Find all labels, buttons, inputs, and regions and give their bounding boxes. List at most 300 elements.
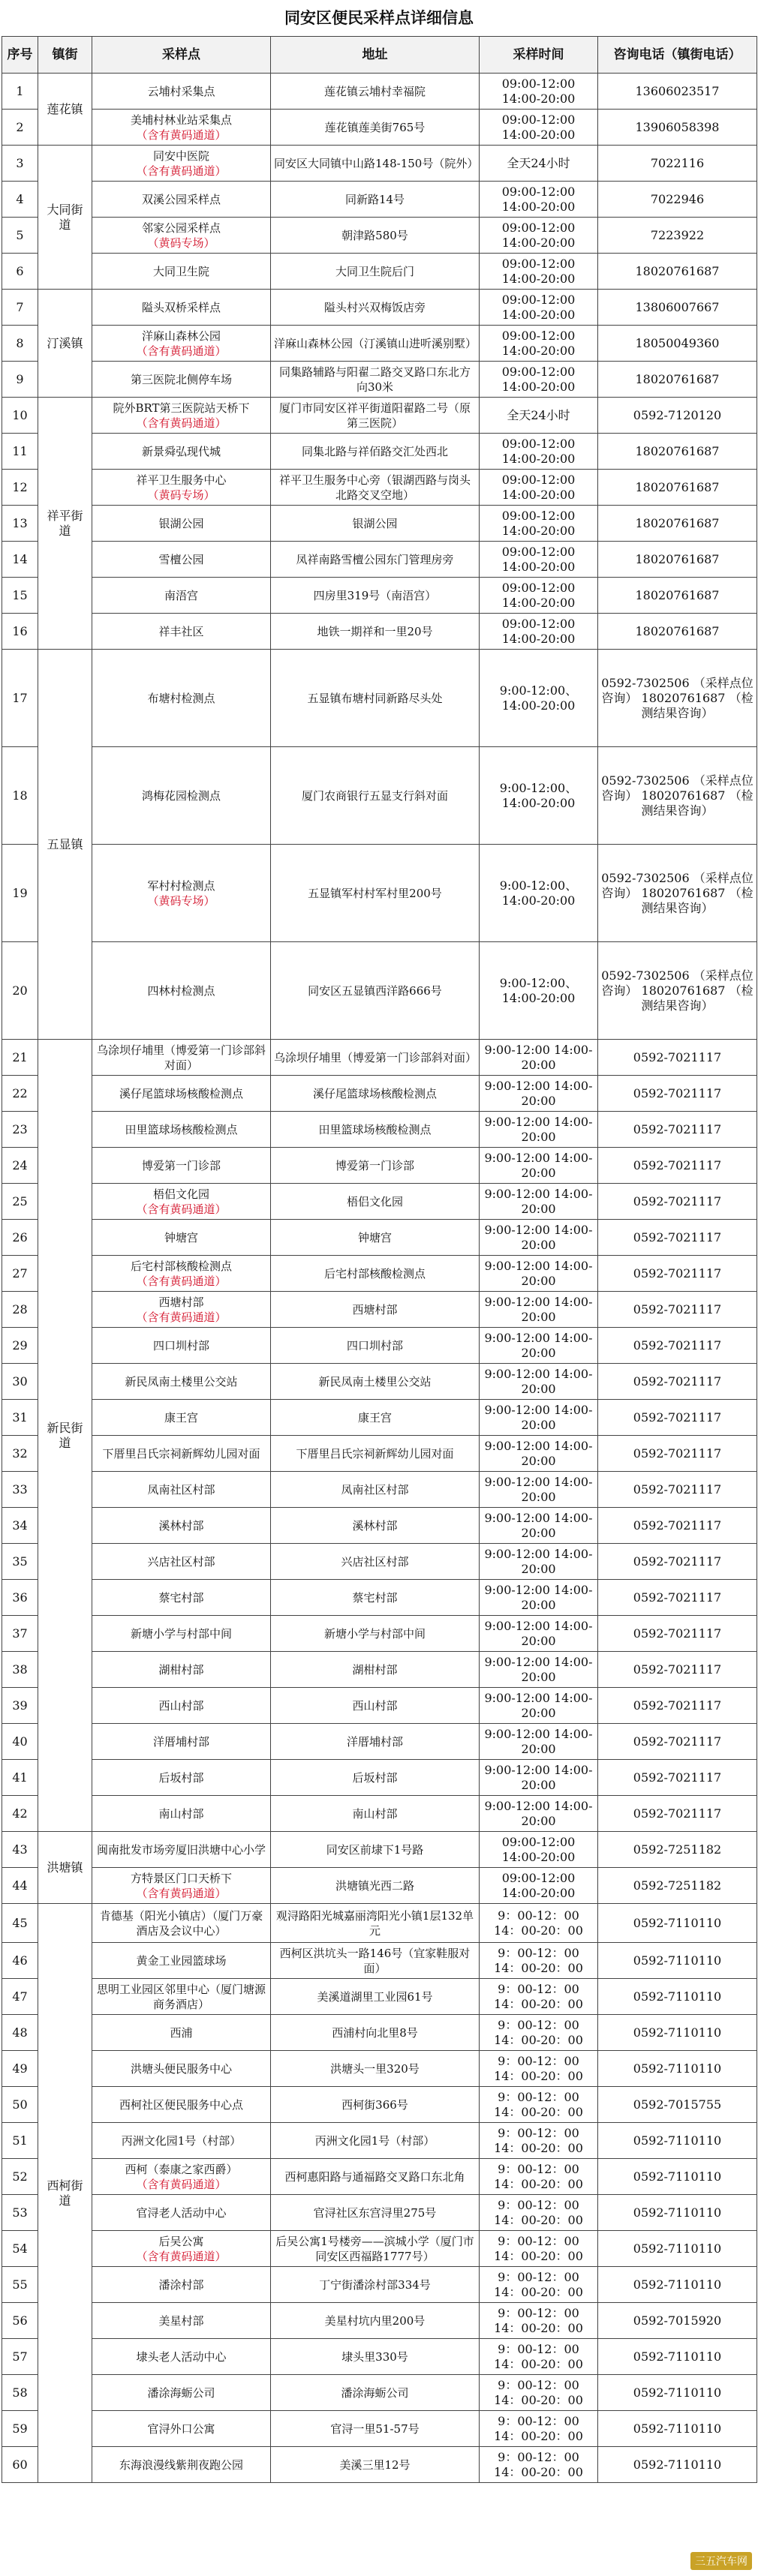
phone-cell: 0592-7021117 <box>598 1652 757 1688</box>
row-index: 48 <box>2 2015 38 2051</box>
time-cell: 9:00-12:00 14:00-20:00 <box>480 1544 598 1580</box>
phone-cell: 18020761687 <box>598 470 757 506</box>
site-name: 雪檀公园 <box>158 552 204 566</box>
time-cell: 09:00-12:00 14:00-20:00 <box>480 542 598 578</box>
site-cell <box>92 1832 271 1868</box>
phone-cell: 18050049360 <box>598 326 757 362</box>
address-cell: 后吴公寓1号楼旁——滨城小学（厦门市同安区西福路1777号） <box>271 2231 480 2267</box>
phone-cell: 0592-7021117 <box>598 1724 757 1760</box>
phone-cell: 0592-7302506 （采样点位咨询） 18020761687 （检测结果咨询） <box>598 747 757 845</box>
site-cell <box>92 1400 271 1436</box>
address-cell: 蔡宅村部 <box>271 1580 480 1616</box>
row-index: 41 <box>2 1760 38 1796</box>
site-cell <box>92 362 271 398</box>
table-row <box>2 1724 757 1760</box>
phone-cell: 0592-7021117 <box>598 1292 757 1328</box>
site-cell <box>92 650 271 747</box>
phone-cell: 0592-7251182 <box>598 1832 757 1868</box>
site-cell <box>92 1724 271 1760</box>
phone-cell: 0592-7251182 <box>598 1868 757 1904</box>
row-index: 39 <box>2 1688 38 1724</box>
row-index: 60 <box>2 2447 38 2483</box>
row-index: 23 <box>2 1112 38 1148</box>
table-row <box>2 1508 757 1544</box>
site-name: 双溪公园采样点 <box>141 192 221 206</box>
address-cell: 洪塘头一里320号 <box>271 2051 480 2087</box>
table-row <box>2 434 757 470</box>
site-name: 乌涂坝仔埔里（博爱第一门诊部斜对面） <box>96 1043 266 1072</box>
site-cell <box>92 1364 271 1400</box>
phone-cell: 0592-7021117 <box>598 1364 757 1400</box>
time-cell: 9:00-12:00、14:00-20:00 <box>480 747 598 845</box>
table-row <box>2 1256 757 1292</box>
site-cell <box>92 1580 271 1616</box>
address-cell: 同集路辅路与阳翟二路交叉路口东北方向30米 <box>271 362 480 398</box>
site-name: 蔡宅村部 <box>158 1590 204 1605</box>
phone-cell: 0592-7110110 <box>598 2231 757 2267</box>
address-cell: 厦门农商银行五显支行斜对面 <box>271 747 480 845</box>
table-row <box>2 2339 757 2375</box>
row-index: 30 <box>2 1364 38 1400</box>
site-note: （含有黄码通道） <box>136 1886 227 1900</box>
site-name: 西塘村部 <box>158 1295 204 1309</box>
row-index: 53 <box>2 2195 38 2231</box>
site-name: 潘涂村部 <box>158 2277 204 2292</box>
time-cell: 09:00-12:00 14:00-20:00 <box>480 614 598 650</box>
time-cell: 9:00-12:00 14:00-20:00 <box>480 1724 598 1760</box>
time-cell: 9:00-12:00 14:00-20:00 <box>480 1760 598 1796</box>
row-index: 27 <box>2 1256 38 1292</box>
town-cell: 祥平街道 <box>38 398 92 650</box>
phone-cell: 18020761687 <box>598 506 757 542</box>
site-name: 南浯宫 <box>164 588 198 602</box>
site-name: 黄金工业园篮球场 <box>136 1953 227 1968</box>
site-name: 湖柑村部 <box>158 1662 204 1677</box>
site-name: 东海浪漫线紫荆夜跑公园 <box>119 2457 243 2472</box>
row-index: 17 <box>2 650 38 747</box>
site-cell <box>92 110 271 146</box>
address-cell: 后宅村部核酸检测点 <box>271 1256 480 1292</box>
address-cell: 丁宁街潘涂村部334号 <box>271 2267 480 2303</box>
address-cell: 五显镇布塘村同新路尽头处 <box>271 650 480 747</box>
site-cell <box>92 1148 271 1184</box>
row-index: 10 <box>2 398 38 434</box>
col-header-time: 采样时间 <box>480 37 598 74</box>
site-cell <box>92 1292 271 1328</box>
phone-cell: 0592-7021117 <box>598 1688 757 1724</box>
site-name: 肯德基（阳光小镇店）（厦门万豪酒店及会议中心） <box>99 1908 263 1938</box>
phone-cell: 13906058398 <box>598 110 757 146</box>
row-index: 36 <box>2 1580 38 1616</box>
site-cell <box>92 182 271 218</box>
time-cell: 9:00-12:00 14:00-20:00 <box>480 1796 598 1832</box>
table-row <box>2 362 757 398</box>
site-note: （含有黄码通道） <box>136 2249 227 2263</box>
row-index: 54 <box>2 2231 38 2267</box>
address-cell: 官浔社区东宫浔里275号 <box>271 2195 480 2231</box>
row-index: 8 <box>2 326 38 362</box>
table-row <box>2 1040 757 1076</box>
table-row <box>2 2051 757 2087</box>
time-cell: 9：00-12：00 14：00-20：00 <box>480 2267 598 2303</box>
site-cell <box>92 2447 271 2483</box>
town-cell: 莲花镇 <box>38 74 92 146</box>
time-cell: 9:00-12:00、14:00-20:00 <box>480 650 598 747</box>
table-row <box>2 2231 757 2267</box>
time-cell: 09:00-12:00 14:00-20:00 <box>480 470 598 506</box>
site-cell <box>92 542 271 578</box>
row-index: 14 <box>2 542 38 578</box>
site-name: 四口圳村部 <box>152 1338 209 1353</box>
site-name: 后坂村部 <box>158 1770 204 1785</box>
row-index: 29 <box>2 1328 38 1364</box>
row-index: 5 <box>2 218 38 254</box>
site-note: （含有黄码通道） <box>136 416 227 430</box>
table-row <box>2 1904 757 1943</box>
table-row <box>2 506 757 542</box>
site-cell <box>92 146 271 182</box>
table-row <box>2 614 757 650</box>
table-row <box>2 2195 757 2231</box>
site-cell <box>92 290 271 326</box>
site-cell <box>92 470 271 506</box>
time-cell: 9:00-12:00 14:00-20:00 <box>480 1184 598 1220</box>
phone-cell: 7223922 <box>598 218 757 254</box>
town-cell: 五显镇 <box>38 650 92 1040</box>
time-cell: 9:00-12:00 14:00-20:00 <box>480 1400 598 1436</box>
time-cell: 09:00-12:00 14:00-20:00 <box>480 218 598 254</box>
site-name: 新景舜弘现代城 <box>141 444 221 458</box>
address-cell: 同安区五显镇西洋路666号 <box>271 942 480 1040</box>
site-note: （黄码专场） <box>147 893 215 908</box>
address-cell: 西山村部 <box>271 1688 480 1724</box>
row-index: 24 <box>2 1148 38 1184</box>
row-index: 55 <box>2 2267 38 2303</box>
address-cell: 湖柑村部 <box>271 1652 480 1688</box>
site-name: 邻家公园采样点 <box>141 221 221 235</box>
address-cell: 西塘村部 <box>271 1292 480 1328</box>
table-row <box>2 2375 757 2411</box>
table-row <box>2 2123 757 2159</box>
row-index: 49 <box>2 2051 38 2087</box>
time-cell: 9:00-12:00 14:00-20:00 <box>480 1580 598 1616</box>
table-row <box>2 1796 757 1832</box>
site-name: 后宅村部核酸检测点 <box>130 1259 232 1273</box>
time-cell: 9:00-12:00 14:00-20:00 <box>480 1040 598 1076</box>
site-name: 美埔村林业站采集点 <box>130 113 232 127</box>
address-cell: 后坂村部 <box>271 1760 480 1796</box>
time-cell: 9：00-12：00 14：00-20：00 <box>480 1979 598 2015</box>
table-body <box>2 74 757 2483</box>
row-index: 44 <box>2 1868 38 1904</box>
table-header-row <box>2 37 757 74</box>
table-row <box>2 110 757 146</box>
row-index: 7 <box>2 290 38 326</box>
site-name: 新塘小学与村部中间 <box>130 1626 232 1641</box>
row-index: 57 <box>2 2339 38 2375</box>
time-cell: 09:00-12:00 14:00-20:00 <box>480 110 598 146</box>
time-cell: 9:00-12:00、14:00-20:00 <box>480 845 598 942</box>
site-cell <box>92 1544 271 1580</box>
town-cell: 洪塘镇 <box>38 1832 92 1904</box>
row-index: 50 <box>2 2087 38 2123</box>
table-row <box>2 182 757 218</box>
phone-cell: 18020761687 <box>598 578 757 614</box>
site-note: （含有黄码通道） <box>136 128 227 142</box>
site-cell <box>92 845 271 942</box>
table-row <box>2 1148 757 1184</box>
table-row <box>2 1544 757 1580</box>
table-row <box>2 578 757 614</box>
table-row <box>2 747 757 845</box>
row-index: 37 <box>2 1616 38 1652</box>
phone-cell: 0592-7021117 <box>598 1760 757 1796</box>
table-row <box>2 2159 757 2195</box>
table-row <box>2 1112 757 1148</box>
col-header-address: 地址 <box>271 37 480 74</box>
time-cell: 9:00-12:00 14:00-20:00 <box>480 1148 598 1184</box>
site-note: （含有黄码通道） <box>136 344 227 358</box>
address-cell: 潘涂海蛎公司 <box>271 2375 480 2411</box>
town-cell: 西柯街道 <box>38 1904 92 2483</box>
phone-cell: 0592-7021117 <box>598 1508 757 1544</box>
site-cell <box>92 1979 271 2015</box>
row-index: 40 <box>2 1724 38 1760</box>
row-index: 16 <box>2 614 38 650</box>
site-name: 第三医院北侧停车场 <box>130 372 232 386</box>
table-row <box>2 326 757 362</box>
table-row <box>2 2015 757 2051</box>
site-cell <box>92 2051 271 2087</box>
site-name: 梧侣文化园 <box>152 1187 209 1201</box>
time-cell: 9：00-12：00 14：00-20：00 <box>480 2015 598 2051</box>
table-row <box>2 254 757 290</box>
row-index: 51 <box>2 2123 38 2159</box>
site-name: 埭头老人活动中心 <box>136 2349 227 2364</box>
site-name: 祥平卫生服务中心 <box>136 473 227 487</box>
table-row <box>2 845 757 942</box>
row-index: 19 <box>2 845 38 942</box>
phone-cell: 0592-7021117 <box>598 1076 757 1112</box>
address-cell: 同新路14号 <box>271 182 480 218</box>
row-index: 43 <box>2 1832 38 1868</box>
col-header-town: 镇街 <box>38 37 92 74</box>
phone-cell: 0592-7021117 <box>598 1256 757 1292</box>
address-cell: 洋厝埔村部 <box>271 1724 480 1760</box>
site-name: 西山村部 <box>158 1698 204 1713</box>
phone-cell: 7022946 <box>598 182 757 218</box>
time-cell: 9：00-12：00 14：00-20：00 <box>480 2195 598 2231</box>
phone-cell: 0592-7302506 （采样点位咨询） 18020761687 （检测结果咨询） <box>598 650 757 747</box>
row-index: 58 <box>2 2375 38 2411</box>
row-index: 12 <box>2 470 38 506</box>
phone-cell: 0592-7021117 <box>598 1040 757 1076</box>
time-cell: 9：00-12：00 14：00-20：00 <box>480 2411 598 2447</box>
phone-cell: 18020761687 <box>598 434 757 470</box>
address-cell: 乌涂坝仔埔里（博爱第一门诊部斜对面） <box>271 1040 480 1076</box>
time-cell: 9:00-12:00 14:00-20:00 <box>480 1472 598 1508</box>
row-index: 52 <box>2 2159 38 2195</box>
site-cell <box>92 1616 271 1652</box>
phone-cell: 0592-7110110 <box>598 2375 757 2411</box>
table-row <box>2 942 757 1040</box>
site-name: 同安中医院 <box>152 149 209 163</box>
address-cell: 洪塘镇光西二路 <box>271 1868 480 1904</box>
address-cell: 新塘小学与村部中间 <box>271 1616 480 1652</box>
address-cell: 地铁一期祥和一里20号 <box>271 614 480 650</box>
phone-cell: 0592-7021117 <box>598 1328 757 1364</box>
address-cell: 康王宫 <box>271 1400 480 1436</box>
time-cell: 9:00-12:00 14:00-20:00 <box>480 1364 598 1400</box>
phone-cell: 0592-7110110 <box>598 2159 757 2195</box>
table-row <box>2 74 757 110</box>
address-cell: 田里篮球场核酸检测点 <box>271 1112 480 1148</box>
site-note: （黄码专场） <box>147 236 215 250</box>
site-name: 溪林村部 <box>158 1518 204 1533</box>
time-cell: 9：00-12：00 14：00-20：00 <box>480 2447 598 2483</box>
phone-cell: 0592-7110110 <box>598 2411 757 2447</box>
time-cell: 09:00-12:00 14:00-20:00 <box>480 182 598 218</box>
site-cell <box>92 2411 271 2447</box>
table-row <box>2 542 757 578</box>
time-cell: 9:00-12:00 14:00-20:00 <box>480 1328 598 1364</box>
site-name: 田里篮球场核酸检测点 <box>125 1122 238 1136</box>
address-cell: 凤祥南路雪檀公园东门管理房旁 <box>271 542 480 578</box>
row-index: 31 <box>2 1400 38 1436</box>
address-cell: 大同卫生院后门 <box>271 254 480 290</box>
site-cell <box>92 2123 271 2159</box>
time-cell: 9：00-12：00 14：00-20：00 <box>480 2375 598 2411</box>
table-row <box>2 398 757 434</box>
site-name: 大同卫生院 <box>152 264 209 278</box>
phone-cell: 18020761687 <box>598 614 757 650</box>
site-name: 四林村检测点 <box>147 983 215 998</box>
address-cell: 银湖公园 <box>271 506 480 542</box>
table-row <box>2 1760 757 1796</box>
site-cell <box>92 2303 271 2339</box>
table-row <box>2 1292 757 1328</box>
time-cell: 9:00-12:00 14:00-20:00 <box>480 1292 598 1328</box>
address-cell: 五显镇军村村军村里200号 <box>271 845 480 942</box>
time-cell: 全天24小时 <box>480 146 598 182</box>
site-cell <box>92 1760 271 1796</box>
time-cell: 9：00-12：00 14：00-20：00 <box>480 2339 598 2375</box>
row-index: 20 <box>2 942 38 1040</box>
address-cell: 莲花镇莲美街765号 <box>271 110 480 146</box>
site-cell <box>92 218 271 254</box>
site-cell <box>92 1256 271 1292</box>
row-index: 46 <box>2 1943 38 1979</box>
row-index: 28 <box>2 1292 38 1328</box>
site-name: 新民凤南土楼里公交站 <box>125 1374 238 1389</box>
site-cell <box>92 2267 271 2303</box>
site-name: 钟塘宫 <box>164 1230 198 1244</box>
row-index: 22 <box>2 1076 38 1112</box>
row-index: 3 <box>2 146 38 182</box>
time-cell: 9:00-12:00 14:00-20:00 <box>480 1652 598 1688</box>
time-cell: 9：00-12：00 14：00-20：00 <box>480 2159 598 2195</box>
site-cell <box>92 942 271 1040</box>
page-title: 同安区便民采样点详细信息 <box>284 8 474 27</box>
row-index: 45 <box>2 1904 38 1943</box>
town-cell: 汀溪镇 <box>38 290 92 398</box>
site-cell <box>92 1472 271 1508</box>
phone-cell: 0592-7021117 <box>598 1616 757 1652</box>
site-name: 南山村部 <box>158 1806 204 1821</box>
table-row <box>2 1436 757 1472</box>
site-cell <box>92 1868 271 1904</box>
row-index: 18 <box>2 747 38 845</box>
address-cell: 官浔一里51-57号 <box>271 2411 480 2447</box>
time-cell: 9:00-12:00 14:00-20:00 <box>480 1076 598 1112</box>
table-row <box>2 218 757 254</box>
watermark: 三五汽车网 <box>690 2552 752 2570</box>
phone-cell: 0592-7110110 <box>598 1943 757 1979</box>
time-cell: 9:00-12:00 14:00-20:00 <box>480 1508 598 1544</box>
address-cell: 四房里319号（南浯宫） <box>271 578 480 614</box>
site-name: 军村村检测点 <box>147 878 215 893</box>
time-cell: 9：00-12：00 14：00-20：00 <box>480 2051 598 2087</box>
time-cell: 09:00-12:00 14:00-20:00 <box>480 74 598 110</box>
address-cell: 埭头里330号 <box>271 2339 480 2375</box>
phone-cell: 18020761687 <box>598 542 757 578</box>
phone-cell: 0592-7015755 <box>598 2087 757 2123</box>
site-name: 凤南社区村部 <box>147 1482 215 1497</box>
site-name: 兴店社区村部 <box>147 1554 215 1569</box>
site-cell <box>92 1328 271 1364</box>
time-cell: 9：00-12：00 14：00-20：00 <box>480 2231 598 2267</box>
phone-cell: 0592-7120120 <box>598 398 757 434</box>
town-cell: 新民街道 <box>38 1040 92 1832</box>
site-cell <box>92 1796 271 1832</box>
site-name: 布塘村检测点 <box>147 691 215 705</box>
address-cell: 溪仔尾篮球场核酸检测点 <box>271 1076 480 1112</box>
row-index: 56 <box>2 2303 38 2339</box>
row-index: 21 <box>2 1040 38 1076</box>
address-cell: 下厝里吕氏宗祠新辉幼儿园对面 <box>271 1436 480 1472</box>
phone-cell: 0592-7021117 <box>598 1436 757 1472</box>
site-name: 银湖公园 <box>158 516 204 530</box>
site-cell <box>92 2015 271 2051</box>
site-cell <box>92 1436 271 1472</box>
site-name: 西柯（泰康之家西爵） <box>125 2162 238 2176</box>
site-cell <box>92 74 271 110</box>
time-cell: 9:00-12:00 14:00-20:00 <box>480 1688 598 1724</box>
row-index: 42 <box>2 1796 38 1832</box>
site-cell <box>92 1688 271 1724</box>
address-cell: 西柯区洪坑头一路146号（宜家鞋服对面） <box>271 1943 480 1979</box>
time-cell: 全天24小时 <box>480 398 598 434</box>
row-index: 25 <box>2 1184 38 1220</box>
time-cell: 09:00-12:00 14:00-20:00 <box>480 434 598 470</box>
address-cell: 钟塘宫 <box>271 1220 480 1256</box>
site-name: 云埔村采集点 <box>147 84 215 98</box>
phone-cell: 0592-7021117 <box>598 1796 757 1832</box>
row-index: 15 <box>2 578 38 614</box>
col-header-phone: 咨询电话（镇街电话） <box>598 37 757 74</box>
address-cell: 观浔路阳光城嘉丽湾阳光小镇1层132单元 <box>271 1904 480 1943</box>
site-name: 方特景区门口天桥下 <box>130 1871 232 1885</box>
site-cell <box>92 747 271 845</box>
row-index: 34 <box>2 1508 38 1544</box>
table-row <box>2 1832 757 1868</box>
site-cell <box>92 326 271 362</box>
phone-cell: 0592-7110110 <box>598 1904 757 1943</box>
time-cell: 9：00-12：00 14：00-20：00 <box>480 2123 598 2159</box>
site-cell <box>92 1904 271 1943</box>
address-cell: 美星村坑内里200号 <box>271 2303 480 2339</box>
table-row <box>2 1184 757 1220</box>
